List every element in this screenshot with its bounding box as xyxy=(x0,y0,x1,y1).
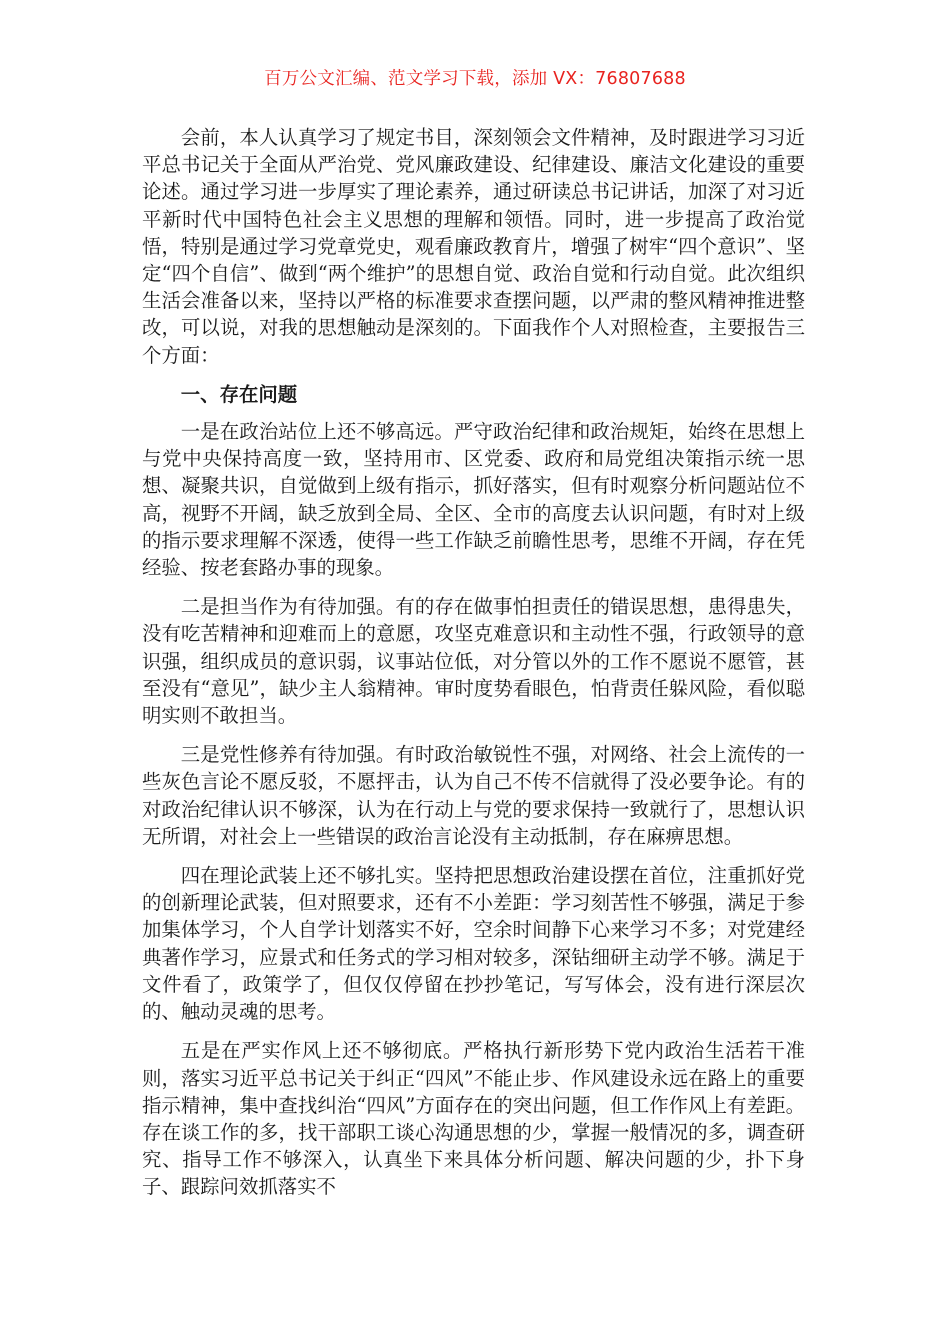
paragraph-5: 五是在严实作风上还不够彻底。严格执行新形势下党内政治生活若干准则，落实习近平总书记关于纠正“四风”不能止步、作风建设永远在路上的重要指示精神，集中查找纠治“四风”方面存在的突出问题，但工作作风上有差距。存在谈工作的多，找干部职工谈心沟通思想的少，掌握一般情况的多，调查研究、指导工作不够深入，认真坐下来具体分析问题、解决问题的少，扑下身子、跟踪问效抓落实不 xyxy=(142,1039,805,1199)
paragraph-2: 二是担当作为有待加强。有的存在做事怕担责任的错误思想，患得患失，没有吃苦精神和迎难而上的意愿，攻坚克难意识和主动性不强，行政领导的意识强，组织成员的意识弱，议事站位低，对分管以外的工作不愿说不愿管，甚至没有“意见”，缺少主人翁精神。审时度势看眼色，怕背责任躲风险，看似聪明实则不敢担当。 xyxy=(142,595,805,728)
section-heading: 一、存在问题 xyxy=(180,382,298,406)
document-body xyxy=(142,124,805,1213)
intro-paragraph: 会前，本人认真学习了规定书目，深刻领会文件精神，及时跟进学习习近平总书记关于全面从严治党、党风廉政建设、纪律建设、廉洁文化建设的重要论述。通过学习进一步厚实了理论素养，通过研读总书记讲话，加深了对习近平新时代中国特色社会主义思想的理解和领悟。同时，进一步提高了政治觉悟，特别是通过学习党章党史，观看廉政教育片，增强了树牢“四个意识”、坚定“四个自信”、做到“两个维护”的思想自觉、政治自觉和行动自觉。此次组织生活会准备以来，坚持以严格的标准要求查摆问题，以严肃的整风精神推进整改，可以说，对我的思想触动是深刻的。下面我作个人对照检查，主要报告三个方面： xyxy=(142,126,805,367)
paragraph-3: 三是党性修养有待加强。有时政治敏锐性不强，对网络、社会上流传的一些灰色言论不愿反驳，不愿抨击，认为自己不传不信就得了没必要争论。有的对政治纪律认识不够深，认为在行动上与党的要求保持一致就行了，思想认识无所谓，对社会上一些错误的政治言论没有主动抵制，存在麻痹思想。 xyxy=(142,743,805,848)
paragraph-1: 一是在政治站位上还不够高远。严守政治纪律和政治规矩，始终在思想上与党中央保持高度一致，坚持用市、区党委、政府和局党组决策指示统一思想、凝聚共识，自觉做到上级有指示，抓好落实，但有时观察分析问题站位不高，视野不开阔，缺乏放到全局、全区、全市的高度去认识问题，有时对上级的指示要求理解不深透，使得一些工作缺乏前瞻性思考，思维不开阔，存在凭经验、按老套路办事的现象。 xyxy=(142,420,805,580)
header-banner: 百万公文汇编、范文学习下载，添加 VX：76807688 xyxy=(264,69,686,89)
paragraph-4: 四在理论武装上还不够扎实。坚持把思想政治建设摆在首位，注重抓好党的创新理论武装，但对照要求，还有不小差距：学习刻苦性不够强，满足于参加集体学习，个人自学计划落实不好，空余时间静下心来学习不多；对党建经典著作学习，应景式和任务式的学习相对较多，深钻细研主动学不够。满足于文件看了，政策学了，但仅仅停留在抄抄笔记，写写体会，没有进行深层次的、触动灵魂的思考。 xyxy=(142,864,805,1024)
